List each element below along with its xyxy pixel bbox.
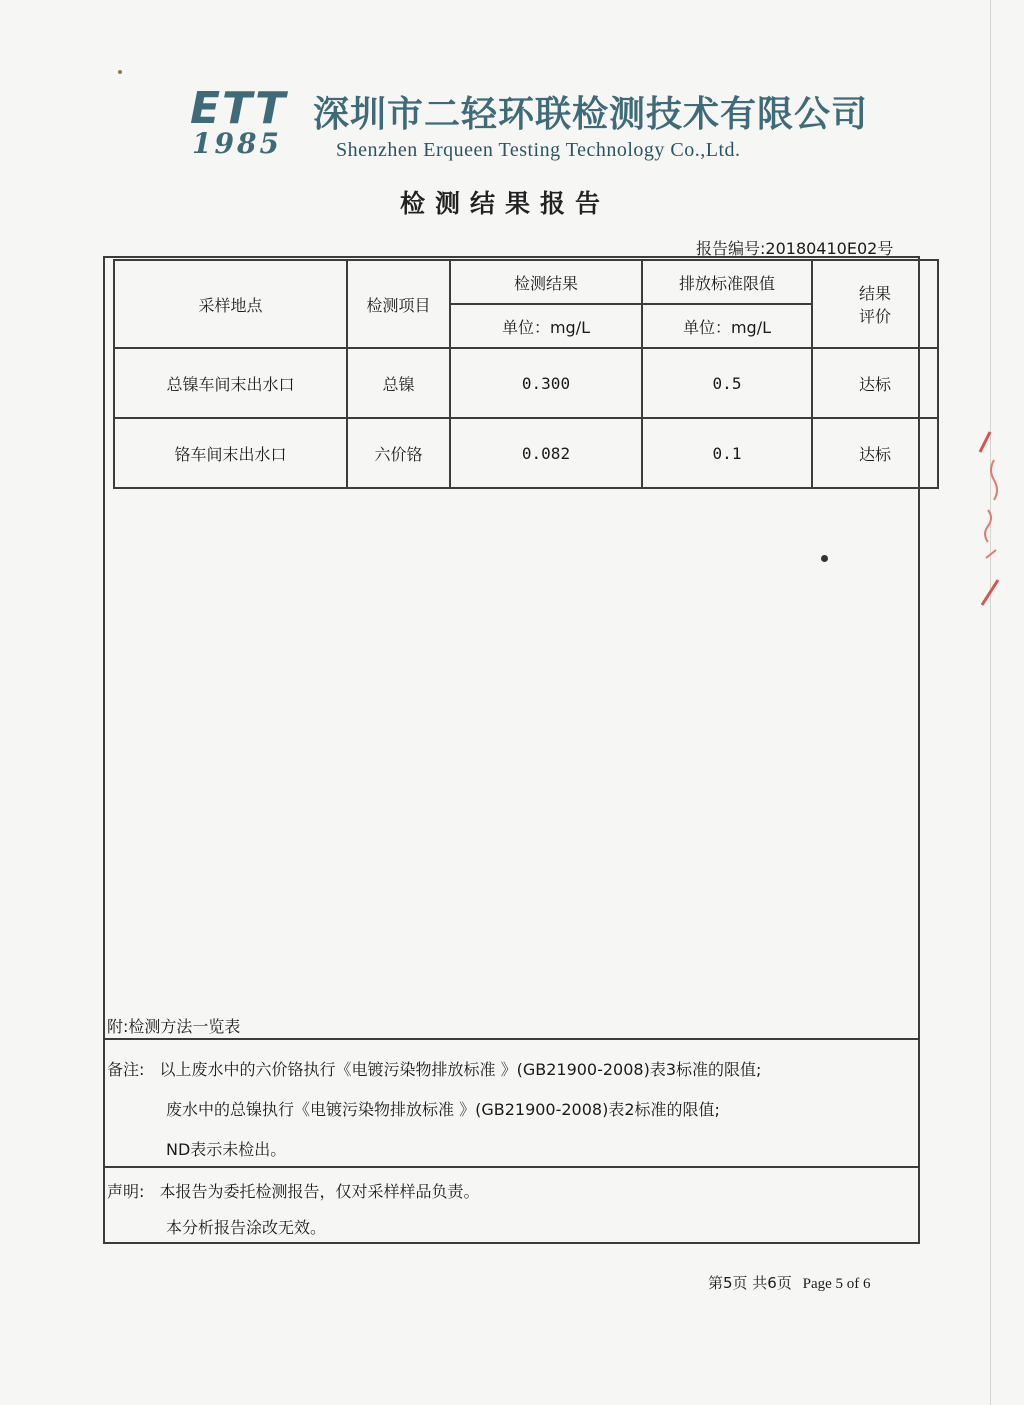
page-footer xyxy=(708,1272,918,1293)
table-row xyxy=(114,348,938,418)
remarks-label: 备注: xyxy=(107,1060,145,1079)
page-number-en: Page 5 of 6 xyxy=(802,1276,871,1292)
page-number-cn: 第5页 共6页 xyxy=(708,1274,792,1292)
divider xyxy=(103,1166,920,1168)
cell-limit: 0.1 xyxy=(642,418,812,488)
cell-limit: 0.5 xyxy=(642,348,812,418)
statement-label: 声明: xyxy=(107,1182,145,1201)
report-number-label: 报告编号: xyxy=(696,239,766,258)
remarks-section xyxy=(107,1050,907,1170)
remarks-text: 以上废水中的六价铬执行《电镀污染物排放标准 》(GB21900-2008)表3标准的限值; xyxy=(159,1060,762,1079)
table-header-row xyxy=(114,260,938,304)
header-test-item: 检测项目 xyxy=(347,260,450,348)
header-sampling-site: 采样地点 xyxy=(114,260,347,348)
divider xyxy=(103,1038,920,1040)
table-row xyxy=(114,418,938,488)
header-limit: 排放标准限值 xyxy=(642,260,812,304)
page-edge-line xyxy=(990,0,991,1405)
results-table xyxy=(113,259,939,489)
company-logo-year: 1985 xyxy=(192,127,282,160)
header-result-unit: 单位：mg/L xyxy=(450,304,642,348)
seam-stamp xyxy=(976,430,1006,610)
header-evaluation-line2: 评价 xyxy=(858,307,891,326)
report-title: 检测结果报告 xyxy=(400,189,611,218)
header-limit-unit: 单位：mg/L xyxy=(642,304,812,348)
cell-evaluation: 达标 xyxy=(812,418,938,488)
cell-site: 铬车间末出水口 xyxy=(114,418,347,488)
header-evaluation xyxy=(812,260,938,348)
header-evaluation-line1: 结果 xyxy=(858,284,891,303)
cell-result: 0.300 xyxy=(450,348,642,418)
remarks-line xyxy=(107,1050,907,1090)
paper-speck xyxy=(118,70,122,74)
statement-line: 本分析报告涂改无效。 xyxy=(166,1218,327,1237)
company-logo: ETT xyxy=(190,83,288,134)
header-test-result: 检测结果 xyxy=(450,260,642,304)
statement-text: 本报告为委托检测报告，仅对采样样品负责。 xyxy=(159,1182,480,1201)
ink-dot xyxy=(821,555,828,562)
cell-item: 六价铬 xyxy=(347,418,450,488)
cell-result: 0.082 xyxy=(450,418,642,488)
report-number-value: 20180410E02号 xyxy=(765,239,894,258)
remarks-line: ND表示未检出。 xyxy=(166,1140,287,1159)
cell-site: 总镍车间末出水口 xyxy=(114,348,347,418)
cell-item: 总镍 xyxy=(347,348,450,418)
attachment-note: 附:检测方法一览表 xyxy=(107,1017,241,1036)
company-name-en: Shenzhen Erqueen Testing Technology Co.,Ltd. xyxy=(336,139,741,161)
company-name-cn: 深圳市二轻环联检测技术有限公司 xyxy=(313,94,869,135)
remarks-line: 废水中的总镍执行《电镀污染物排放标准 》(GB21900-2008)表2标准的限值; xyxy=(166,1100,720,1119)
cell-evaluation: 达标 xyxy=(812,348,938,418)
statement-line xyxy=(107,1174,907,1210)
statement-section xyxy=(107,1174,907,1246)
